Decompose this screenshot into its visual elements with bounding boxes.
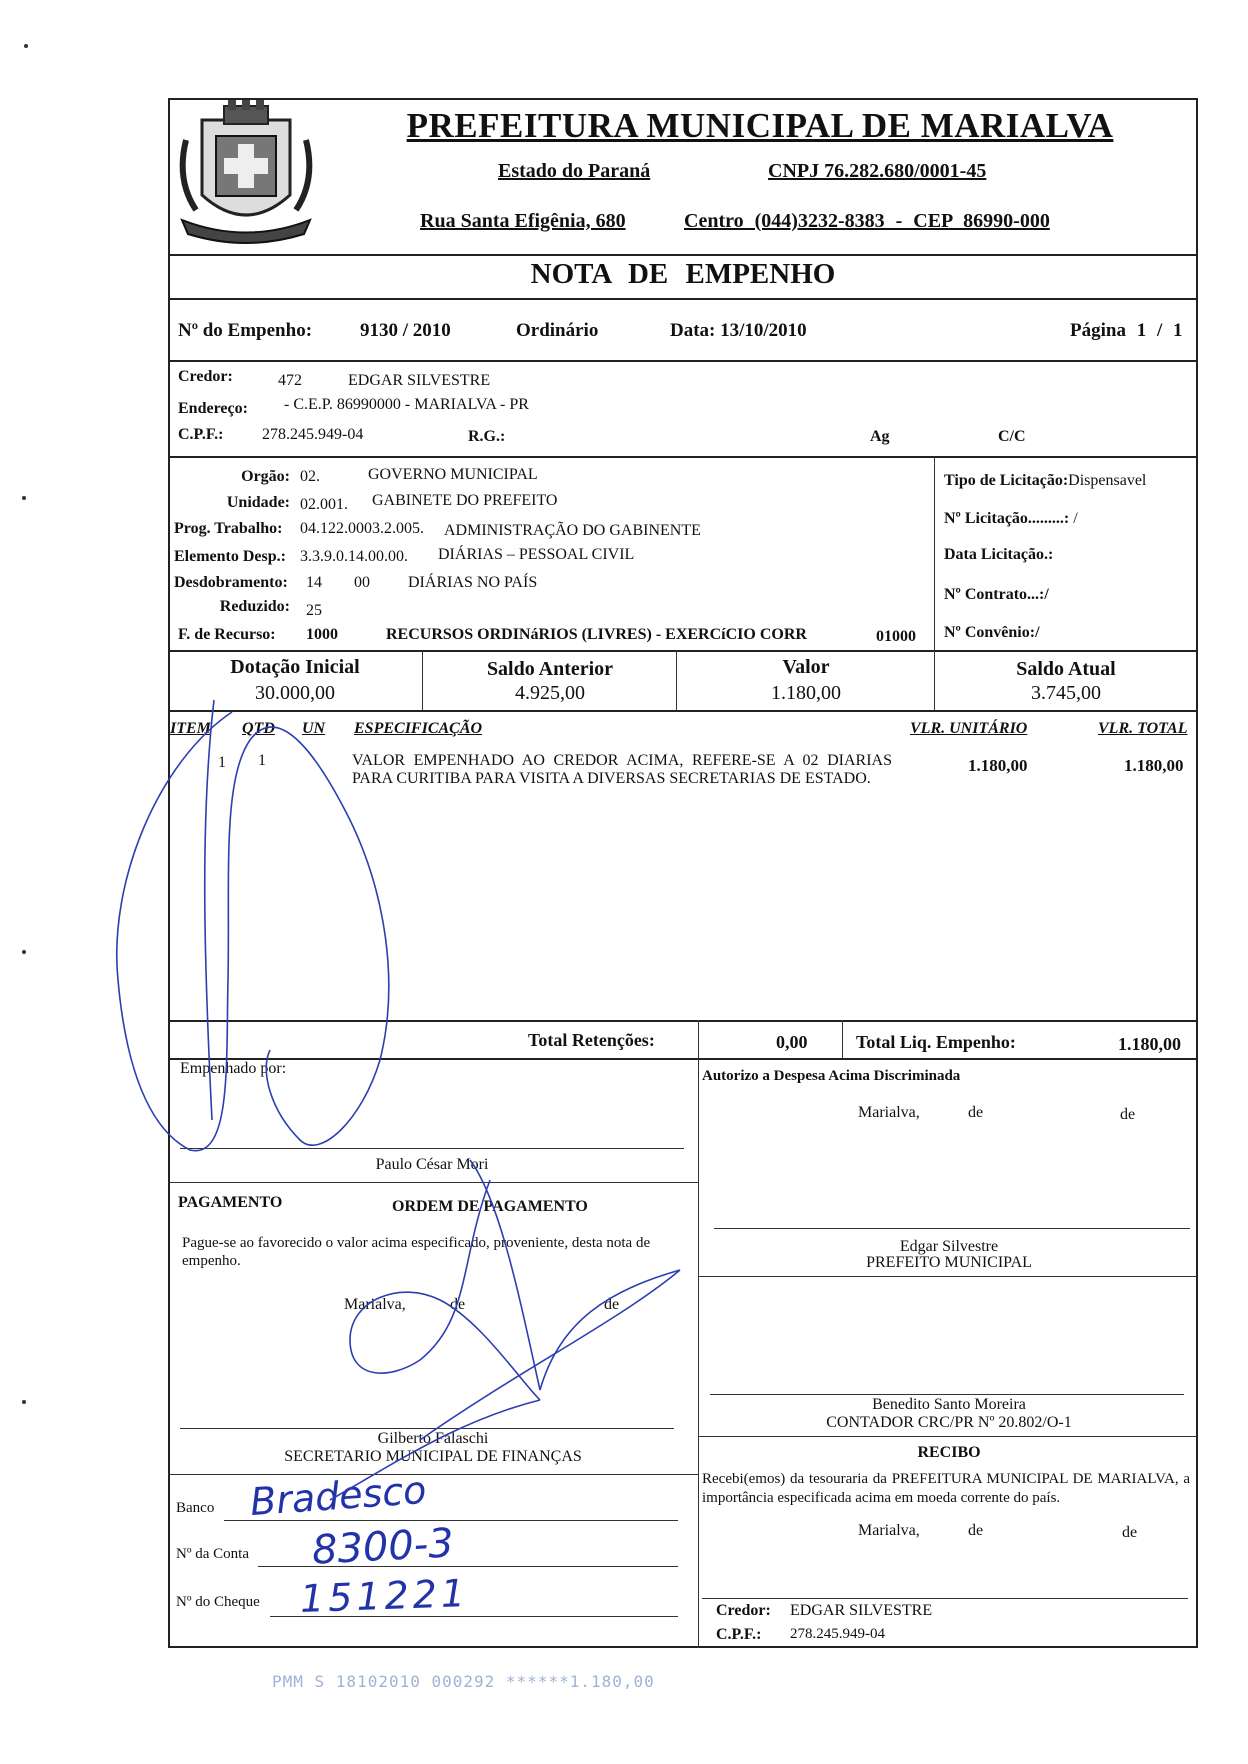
dotacao-inicial-label: Dotação Inicial (230, 656, 360, 678)
convenio-label: Nº Convênio:/ (944, 624, 1040, 641)
autorizo-label: Autorizo a Despesa Acima Discriminada (702, 1068, 961, 1084)
phone-cep-label: Centro (044)3232-8383 - CEP 86990-000 (684, 210, 1050, 232)
coat-of-arms-icon (172, 100, 320, 250)
divider (168, 650, 1198, 652)
cheque-label: Nº do Cheque (176, 1594, 260, 1610)
unit-price-header: VLR. UNITÁRIO (910, 720, 1028, 737)
recibo-cpf-value: 278.245.949-04 (790, 1626, 885, 1642)
orgao-name: GOVERNO MUNICIPAL (368, 466, 538, 483)
total-liquido-label: Total Liq. Empenho: (856, 1032, 1016, 1052)
row-unit-price: 1.180,00 (968, 756, 1028, 775)
municipality-title: PREFEITURA MUNICIPAL DE MARIALVA (406, 106, 1114, 145)
empenho-type: Ordinário (516, 320, 599, 341)
divider (168, 298, 1198, 300)
column-divider (698, 1058, 699, 1648)
data-licitacao-label: Data Licitação.: (944, 546, 1054, 563)
reduzido-code: 25 (306, 602, 322, 619)
column-divider (934, 456, 935, 650)
ag-label: Ag (870, 428, 890, 445)
numero-licitacao-value: / (1073, 510, 1078, 527)
signature-line (710, 1394, 1184, 1395)
prog-label: Prog. Trabalho: (174, 520, 283, 537)
autorizo-de1: de (968, 1104, 984, 1121)
autorizo-city: Marialva, (858, 1104, 920, 1121)
empenhado-label: Empenhado por: (180, 1060, 287, 1077)
divider (168, 456, 1198, 458)
column-divider (676, 650, 677, 710)
rg-label: R.G.: (468, 428, 506, 445)
recurso-label: F. de Recurso: (178, 626, 276, 643)
credor-name: EDGAR SILVESTRE (348, 372, 491, 389)
item-header: ITEM (170, 720, 211, 737)
total-liquido-value: 1.180,00 (1118, 1034, 1181, 1054)
empenho-date: Data: 13/10/2010 (670, 320, 807, 341)
pagamento-de1: de (450, 1296, 466, 1313)
secretario-name: Gilberto Falaschi (377, 1430, 489, 1447)
recurso-code: 1000 (306, 626, 338, 643)
reduzido-label: Reduzido: (219, 598, 290, 615)
conta-handwritten: 8300-3 (310, 1520, 455, 1574)
orgao-code: 02. (300, 468, 320, 485)
ordem-pagamento-label: ORDEM DE PAGAMENTO (392, 1198, 588, 1215)
banco-label: Banco (176, 1500, 215, 1516)
recibo-credor-name: EDGAR SILVESTRE (790, 1602, 933, 1619)
tipo-licitacao-value: Dispensavel (1068, 472, 1147, 489)
credor-code: 472 (278, 372, 302, 389)
prefeito-role: PREFEITO MUNICIPAL (866, 1254, 1032, 1271)
prefeito-name: Edgar Silvestre (899, 1238, 999, 1255)
divider (698, 1436, 1198, 1437)
autorizo-de2: de (1120, 1106, 1136, 1123)
column-divider (698, 1020, 699, 1060)
address-label: Rua Santa Efigênia, 680 (420, 210, 626, 232)
saldo-anterior-value: 4.925,00 (515, 682, 585, 704)
conta-label: Nº da Conta (176, 1546, 249, 1562)
un-header: UN (302, 720, 326, 737)
valor-value: 1.180,00 (771, 682, 841, 704)
scan-speck (22, 496, 26, 500)
recibo-text: Recebi(emos) da tesouraria da PREFEITURA MUNICIPAL DE MARIALVA, a importância especificada acima em moeda corrente do país. (702, 1471, 1190, 1506)
document-title: NOTA DE EMPENHO (530, 258, 836, 290)
saldo-atual-value: 3.745,00 (1031, 682, 1101, 704)
recibo-city: Marialva, (858, 1522, 920, 1539)
scan-speck (22, 1400, 26, 1404)
signature-line (702, 1598, 1188, 1599)
page-number: Página 1 / 1 (1070, 320, 1183, 341)
elemento-label: Elemento Desp.: (174, 548, 286, 565)
credor-label: Credor: (178, 368, 233, 385)
divider (168, 1058, 1198, 1060)
column-divider (422, 650, 423, 710)
row-specification: VALOR EMPENHADO AO CREDOR ACIMA, REFERE-SE A 02 DIARIAS PARA CURITIBA PARA VISITA A DIVERSAS SECRETARIAS DE ESTADO. (352, 752, 892, 787)
scan-speck (24, 44, 28, 48)
total-price-header: VLR. TOTAL (1098, 720, 1188, 737)
column-divider (934, 650, 935, 710)
unidade-name: GABINETE DO PREFEITO (372, 492, 558, 509)
empenhado-signer: Paulo César Mori (375, 1156, 489, 1173)
empenho-number: 9130 / 2010 (360, 320, 451, 341)
signature-line (714, 1228, 1190, 1229)
unidade-code: 02.001. (300, 496, 348, 513)
cheque-handwritten: 151221 (299, 1571, 470, 1621)
row-item: 1 (218, 754, 226, 771)
prog-name: ADMINISTRAÇÃO DO GABINENTE (444, 522, 701, 539)
tipo-licitacao-label: Tipo de Licitação: (944, 472, 1069, 489)
pagamento-text: Pague-se ao favorecido o valor acima especificado, proveniente, desta nota de empenho. (182, 1235, 651, 1269)
scan-speck (22, 950, 26, 954)
divider (698, 1276, 1198, 1277)
orgao-label: Orgão: (241, 468, 290, 485)
prog-code: 04.122.0003.2.005. (300, 520, 424, 537)
payment-stamp: PMM S 18102010 000292 ******1.180,00 (272, 1672, 655, 1691)
empenho-number-label: Nº do Empenho: (178, 320, 313, 341)
contrato-label: Nº Contrato...:/ (944, 586, 1049, 603)
spec-header: ESPECIFICAÇÃO (354, 720, 483, 737)
divider (168, 254, 1198, 256)
signature-line (180, 1428, 674, 1429)
row-total-price: 1.180,00 (1124, 756, 1184, 775)
divider (168, 1474, 698, 1475)
desdobramento-sub: 00 (354, 574, 370, 591)
cnpj-label: CNPJ 76.282.680/0001-45 (768, 160, 987, 182)
divider (168, 1182, 698, 1183)
pagamento-city: Marialva, (344, 1296, 406, 1313)
divider (168, 710, 1198, 712)
contador-role: CONTADOR CRC/PR Nº 20.802/O-1 (826, 1414, 1072, 1431)
signature-line (180, 1148, 684, 1149)
divider (168, 1020, 1198, 1022)
total-retencoes-value: 0,00 (776, 1032, 808, 1052)
cc-label: C/C (998, 428, 1026, 445)
recibo-de1: de (968, 1522, 984, 1539)
pagamento-label: PAGAMENTO (178, 1194, 283, 1211)
recibo-label: RECIBO (917, 1444, 981, 1461)
cpf-label: C.P.F.: (178, 426, 224, 443)
row-qtd: 1 (258, 752, 266, 769)
total-retencoes-label: Total Retenções: (528, 1030, 655, 1050)
elemento-code: 3.3.9.0.14.00.00. (300, 548, 408, 565)
recurso-sub: 01000 (876, 628, 916, 645)
banco-handwritten: Bradesco (248, 1467, 428, 1525)
cpf-value: 278.245.949-04 (262, 426, 364, 443)
elemento-name: DIÁRIAS – PESSOAL CIVIL (438, 546, 635, 563)
secretario-role: SECRETARIO MUNICIPAL DE FINANÇAS (284, 1448, 582, 1465)
numero-licitacao-label: Nº Licitação.........: (944, 510, 1070, 527)
endereco-label: Endereço: (178, 400, 248, 417)
divider (168, 360, 1198, 362)
recibo-cpf-label: C.P.F.: (716, 1626, 762, 1643)
saldo-anterior-label: Saldo Anterior (486, 658, 614, 680)
recurso-name: RECURSOS ORDINáRIOS (LIVRES) - EXERCíCIO CORR (386, 626, 807, 643)
recibo-credor-label: Credor: (716, 1602, 771, 1619)
dotacao-inicial-value: 30.000,00 (255, 682, 335, 704)
unidade-label: Unidade: (226, 494, 290, 511)
desdobramento-label: Desdobramento: (174, 574, 288, 591)
pagamento-de2: de (604, 1296, 620, 1313)
column-divider (842, 1020, 843, 1060)
qtd-header: QTD (242, 720, 275, 737)
saldo-atual-label: Saldo Atual (1016, 658, 1116, 680)
endereco-value: - C.E.P. 86990000 - MARIALVA - PR (284, 396, 529, 413)
desdobramento-code: 14 (306, 574, 322, 591)
desdobramento-name: DIÁRIAS NO PAÍS (408, 574, 538, 591)
contador-name: Benedito Santo Moreira (872, 1396, 1026, 1413)
recibo-de2: de (1122, 1524, 1138, 1541)
valor-label: Valor (782, 656, 830, 678)
state-label: Estado do Paraná (498, 160, 651, 182)
